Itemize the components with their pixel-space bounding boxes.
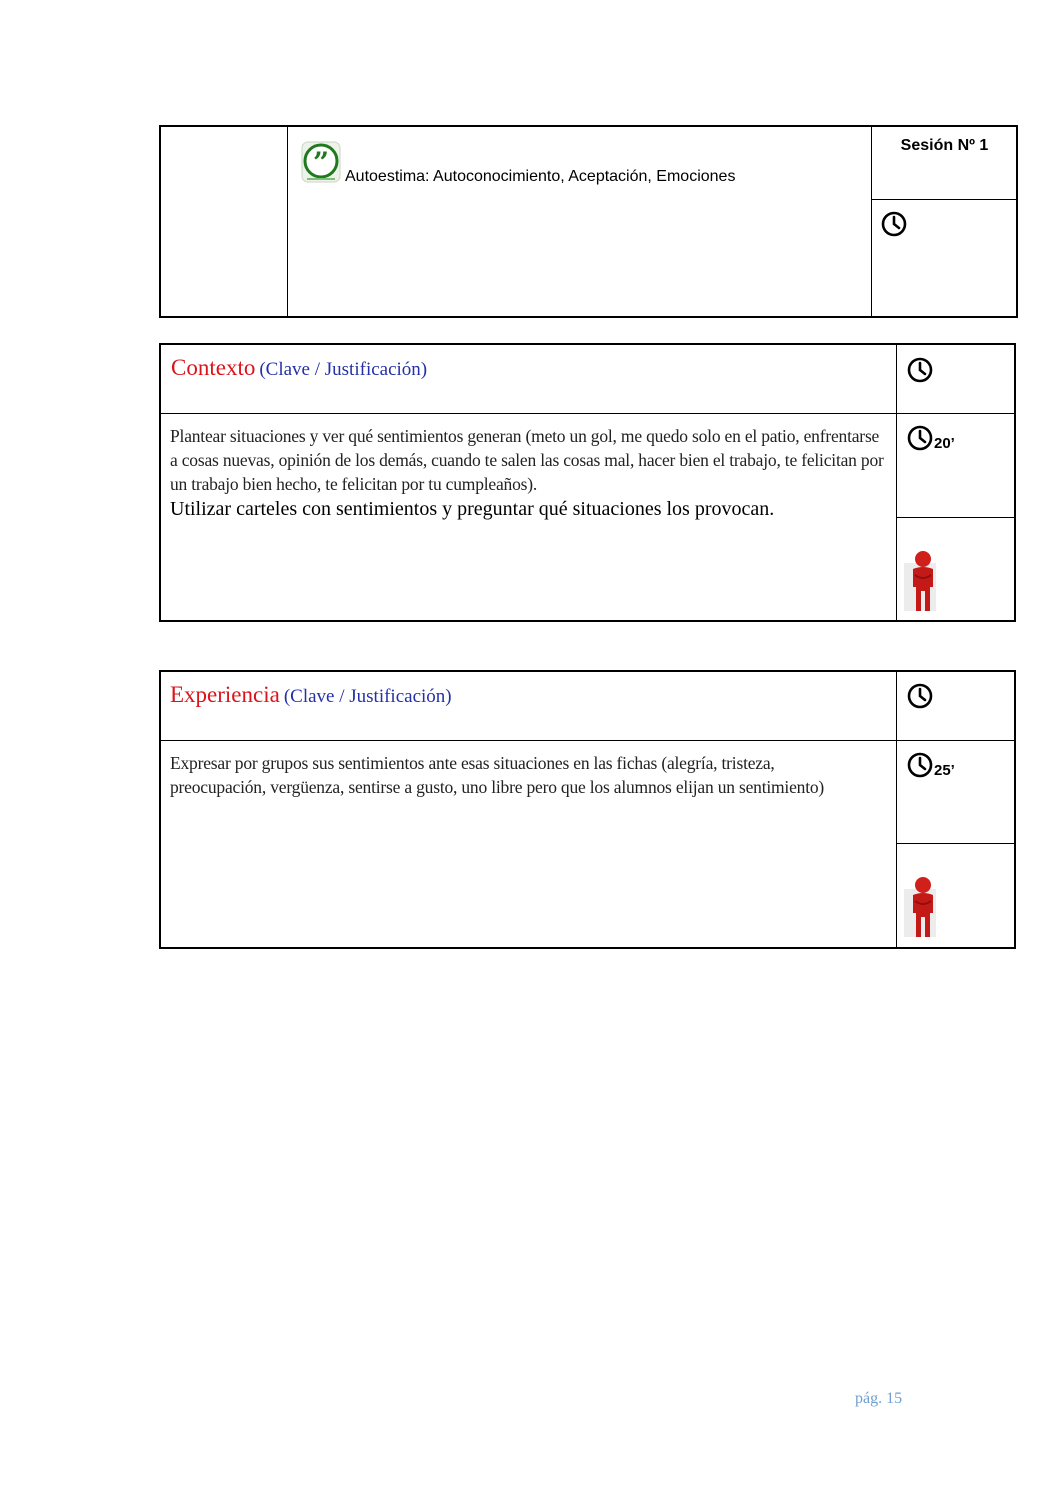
red-person-icon [904, 877, 936, 941]
contexto-heading [171, 355, 891, 381]
clock-icon [907, 752, 933, 778]
clock-icon [907, 683, 933, 709]
contexto-activity: Utilizar carteles con sentimientos y preguntar qué situaciones los provocan. [170, 498, 775, 520]
experiencia-table [159, 670, 1016, 949]
clock-icon [881, 211, 907, 237]
experiencia-subtitle: (Clave / Justificación) [283, 686, 452, 707]
contexto-table [159, 343, 1016, 622]
session-number: Sesión Nº 1 [900, 137, 989, 154]
clock-icon [907, 357, 933, 383]
page-number: pág. 15 [855, 1390, 903, 1407]
header-topic-cell [301, 141, 861, 201]
experiencia-body [170, 751, 870, 799]
session-header-table [159, 125, 1018, 318]
contexto-body [170, 424, 890, 522]
experiencia-description: Expresar por grupos sus sentimientos ante esas situaciones en las fichas (alegría, tristeza, preocupación, vergüenza, sentirse a gusto, uno libre pero que los alumnos elijan un sentimiento) [170, 753, 825, 797]
contexto-title: Contexto [171, 355, 256, 380]
contexto-duration: 20’ [934, 435, 955, 452]
experiencia-duration: 25’ [934, 762, 955, 779]
experiencia-title: Experiencia [170, 682, 280, 707]
red-person-icon [904, 551, 936, 615]
svg-text:”: ” [312, 146, 330, 179]
quote-icon [301, 141, 341, 183]
contexto-description: Plantear situaciones y ver qué sentimientos generan (meto un gol, me quedo solo en el patio, enfrentarse a cosas nuevas, opinión de los demás, cuando te salen las cosas mal, hacer bien el trabajo, te felicitan por un trabajo bien hecho, te felicitan por tu cumpleaños). [170, 426, 884, 494]
contexto-subtitle: (Clave / Justificación) [259, 359, 428, 380]
experiencia-heading [170, 682, 890, 708]
topic-text: Autoestima: Autoconocimiento, Aceptación, Emociones [345, 168, 736, 185]
clock-icon [907, 425, 933, 451]
